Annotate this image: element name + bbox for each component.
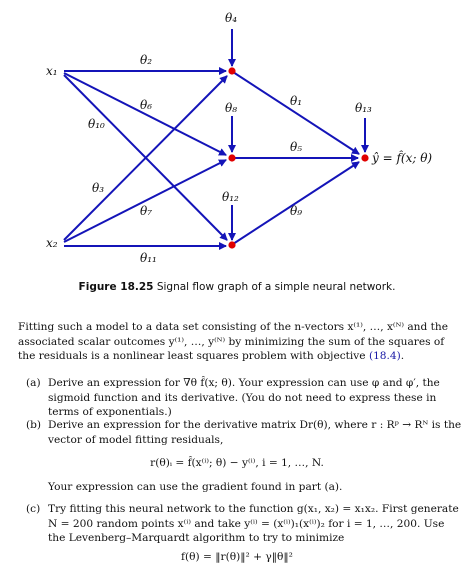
part-c-tag: (c) xyxy=(26,503,41,515)
weight-label-theta11: θ₁₁ xyxy=(140,251,157,265)
weight-label-theta2: θ₂ xyxy=(140,53,153,67)
weight-label-theta6: θ₆ xyxy=(140,98,153,112)
figure-caption xyxy=(0,281,474,293)
part-c-text: Try fitting this neural network to the function g(x₁, x₂) = x₁x₂. First generate N = 200 random points x⁽ⁱ⁾ and take y⁽ⁱ⁾ = (x⁽ⁱ⁾)₁(x⁽ⁱ⁾)₂ for i = 1, …, 200. Use the Levenberg–Marquardt algorithm to try to minimize xyxy=(48,503,459,544)
part-a-tag: (a) xyxy=(26,377,41,389)
edge-h3-out xyxy=(233,162,359,244)
intro-period: . xyxy=(400,350,405,362)
weight-label-theta3: θ₃ xyxy=(92,181,105,195)
edge-x2-h2 xyxy=(64,160,226,242)
output-label: ŷ = f̂(x; θ) xyxy=(372,151,433,165)
bias-label-theta4: θ₄ xyxy=(225,11,238,25)
bias-label-theta12: θ₁₂ xyxy=(222,190,239,204)
part-b-tag: (b) xyxy=(26,419,42,431)
hidden-node-1 xyxy=(228,67,235,74)
input-label-x2: x₂ xyxy=(46,236,58,250)
weight-label-theta7: θ₇ xyxy=(140,204,153,218)
output-node xyxy=(361,154,368,161)
part-a-text: Derive an expression for ∇θ f̂(x; θ). Your expression can use φ and φ′, the sigmoid function and its derivative. (You do not need to express these in terms of exponentials.) xyxy=(48,377,440,418)
neural-network-diagram xyxy=(0,0,474,275)
figure-number: Figure 18.25 xyxy=(78,281,154,293)
weight-label-theta9: θ₉ xyxy=(290,204,303,218)
part-b-after-text: Your expression can use the gradient found in part (a). xyxy=(48,481,343,493)
hidden-node-2 xyxy=(228,154,235,161)
weight-label-theta1: θ₁ xyxy=(290,94,303,108)
bias-label-theta8: θ₈ xyxy=(225,101,238,115)
part-b-text: Derive an expression for the derivative matrix Dr(θ), where r : Rᵖ → Rᴺ is the vector of model fitting residuals, xyxy=(48,419,462,446)
intro-paragraph xyxy=(18,320,464,364)
edge-x1-h2 xyxy=(64,73,226,155)
bias-label-theta13: θ₁₃ xyxy=(355,101,372,115)
weight-label-theta5: θ₅ xyxy=(290,140,303,154)
equation-reference-link[interactable]: (18.4) xyxy=(368,350,401,362)
input-label-x1: x₁ xyxy=(46,64,58,78)
intro-text: Fitting such a model to a data set consisting of the n-vectors x⁽¹⁾, …, x⁽ᴺ⁾ and the associated scalar outcomes y⁽¹⁾, …, y⁽ᴺ⁾ by minimizing the sum of the squares of the residuals is a nonlinear least squares problem with objective xyxy=(18,321,448,362)
weight-label-theta10: θ₁₀ xyxy=(88,117,105,131)
residual-equation: r(θ)ᵢ = f̂(x⁽ⁱ⁾; θ) − y⁽ⁱ⁾, i = 1, …, N. xyxy=(150,457,324,469)
figure-caption-text: Signal flow graph of a simple neural network. xyxy=(156,281,396,293)
hidden-node-3 xyxy=(228,241,235,248)
objective-equation: f(θ) = ‖r(θ)‖² + γ‖θ‖² xyxy=(181,551,293,563)
